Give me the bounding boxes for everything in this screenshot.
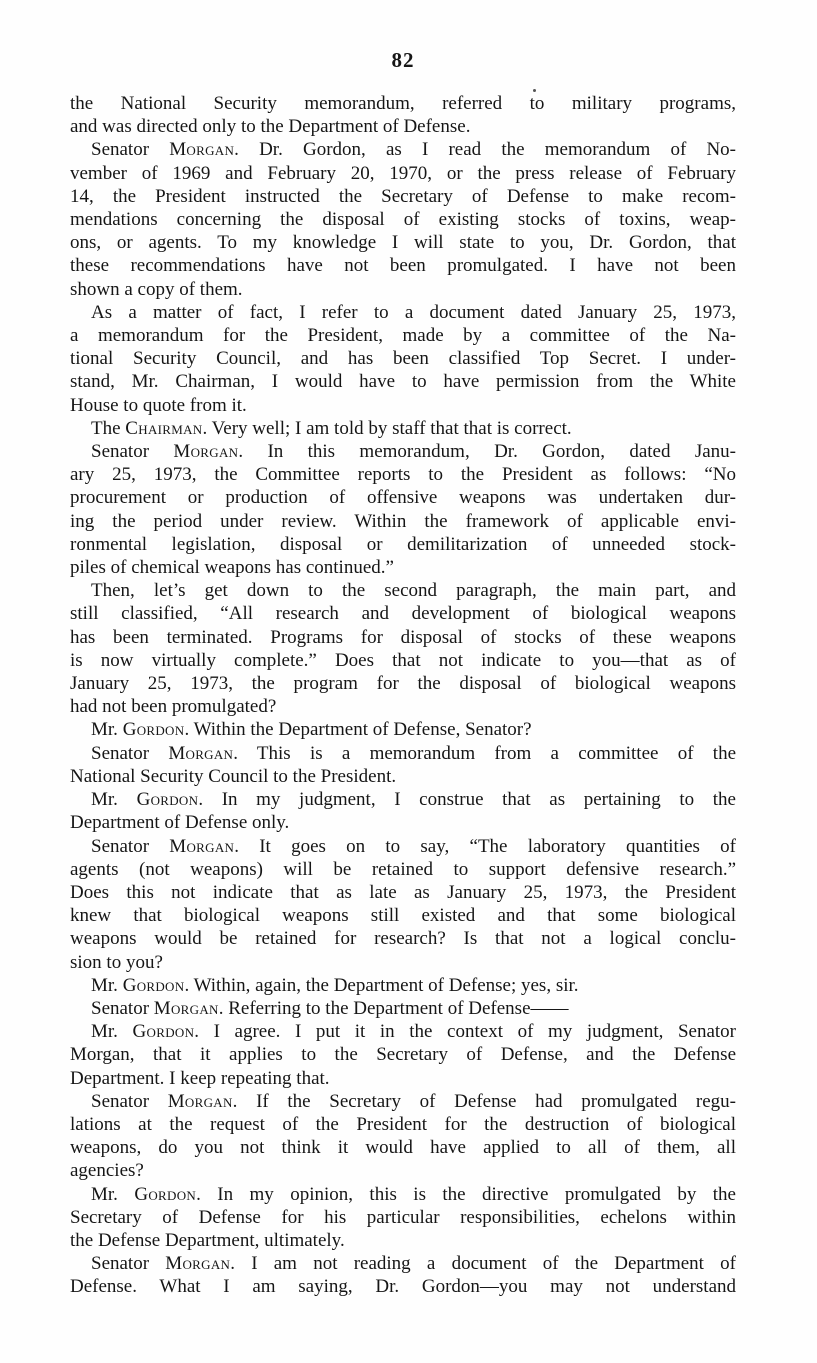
paragraph — [70, 1020, 736, 1090]
text-run: . If the Secretary of Defense had promulgated regu- — [232, 1090, 736, 1112]
text-line — [70, 927, 736, 950]
text-run: a memorandum for the President, made by a committee of the Na- — [70, 325, 736, 347]
text-run: Does this not indicate that as late as January 25, 1973, the President — [70, 881, 736, 903]
text-run: sion to you? — [70, 951, 163, 973]
text-line — [70, 1159, 736, 1182]
text-run: weapons, do you not think it would have applied to all of them, all — [70, 1137, 736, 1159]
paragraph — [70, 718, 736, 741]
paragraph — [70, 417, 736, 440]
text-run: . Dr. Gordon, as I read the memorandum of No- — [234, 139, 736, 161]
text-run: agencies? — [70, 1160, 144, 1182]
text-line — [70, 208, 736, 231]
text-run: piles of chemical weapons has continued.” — [70, 557, 394, 579]
text-line — [70, 417, 736, 440]
text-line — [70, 486, 736, 509]
text-line — [70, 254, 736, 277]
text-line — [70, 92, 736, 115]
text-run: is now virtually complete.” Does that not indicate to you—that as of — [70, 649, 736, 671]
speaker-name: Morgan — [167, 1090, 233, 1112]
paragraph — [70, 440, 736, 579]
text-run: Senator — [91, 835, 170, 857]
paragraph — [70, 1183, 736, 1253]
text-run: Senator — [91, 1090, 168, 1112]
text-line — [70, 347, 736, 370]
text-line — [70, 1067, 736, 1090]
paragraph — [70, 788, 736, 834]
speaker-name: Gordon — [134, 1183, 197, 1205]
text-line — [70, 440, 736, 463]
text-run: shown a copy of them. — [70, 278, 243, 300]
text-run: . In this memorandum, Dr. Gordon, dated Janu- — [238, 441, 736, 463]
text-line — [70, 858, 736, 881]
text-line — [70, 1229, 736, 1252]
text-line — [70, 1275, 736, 1298]
text-line — [70, 672, 736, 695]
text-run: Department of Defense only. — [70, 812, 290, 834]
text-run: Mr. — [91, 1183, 135, 1205]
text-run: Mr. — [91, 1021, 133, 1043]
text-run: National Security Council to the President. — [70, 765, 397, 787]
text-run: . Within, again, the Department of Defense; yes, sir. — [184, 974, 579, 996]
text-run: Senator — [91, 441, 174, 463]
text-line — [70, 162, 736, 185]
text-run: tional Security Council, and has been classified Top Secret. I under- — [70, 348, 736, 370]
text-run: the Defense Department, ultimately. — [70, 1229, 345, 1251]
speaker-name: Morgan — [169, 139, 235, 161]
text-run: . It goes on to say, “The laboratory quantities of — [234, 835, 736, 857]
text-run: ary 25, 1973, the Committee reports to the President as follows: “No — [70, 464, 736, 486]
text-line — [70, 1090, 736, 1113]
paragraph — [70, 579, 736, 718]
text-run: As a matter of fact, I refer to a document dated January 25, 1973, — [91, 301, 736, 323]
paragraph — [70, 835, 736, 974]
text-run: Senator — [91, 1253, 166, 1275]
text-run: Mr. — [91, 789, 137, 811]
text-line — [70, 324, 736, 347]
text-line — [70, 649, 736, 672]
text-line — [70, 1136, 736, 1159]
text-run: and was directed only to the Department of Defense. — [70, 116, 471, 138]
text-run: the National Security memorandum, referred to military programs, — [70, 93, 736, 114]
text-line — [70, 718, 736, 741]
text-run: Senator — [91, 139, 170, 161]
text-line — [70, 951, 736, 974]
text-run: has been terminated. Programs for disposal of stocks of these weapons — [70, 626, 736, 648]
text-run: Morgan, that it applies to the Secretary of Defense, and the Defense — [70, 1044, 736, 1066]
text-run: weapons would be retained for research? Is that not a logical conclu- — [70, 928, 736, 950]
speaker-name: Morgan — [169, 835, 235, 857]
text-line — [70, 394, 736, 417]
paragraph — [70, 138, 736, 300]
speaker-name: Gordon — [122, 719, 185, 741]
text-run: agents (not weapons) will be retained to support defensive research.” — [70, 858, 736, 880]
text-run: . Very well; I am told by staff that that is correct. — [202, 417, 572, 439]
text-run: . In my opinion, this is the directive promulgated by the — [196, 1183, 736, 1205]
text-run: ons, or agents. To my knowledge I will state to you, Dr. Gordon, that — [70, 232, 736, 254]
text-line — [70, 301, 736, 324]
speaker-name: Gordon — [122, 974, 185, 996]
text-line — [70, 626, 736, 649]
speaker-name: Morgan — [168, 742, 234, 764]
speaker-name: Gordon — [136, 789, 199, 811]
text-line — [70, 1043, 736, 1066]
paragraph — [70, 997, 736, 1020]
text-run: . I agree. I put it in the context of my judgment, Senator — [194, 1021, 736, 1043]
text-run: Senator — [91, 997, 154, 1019]
text-run: knew that biological weapons still existed and that some biological — [70, 905, 736, 927]
text-line — [70, 904, 736, 927]
text-run: these recommendations have not been promulgated. I have not been — [70, 255, 736, 277]
text-run: The — [91, 417, 126, 439]
text-line — [70, 185, 736, 208]
text-run: ronmental legislation, disposal or demilitarization of unneeded stock- — [70, 533, 736, 555]
text-line — [70, 1113, 736, 1136]
text-line — [70, 1252, 736, 1275]
text-run: Then, let’s get down to the second paragraph, the main part, and — [91, 580, 736, 602]
text-line — [70, 835, 736, 858]
text-run: procurement or production of offensive weapons was undertaken dur- — [70, 487, 736, 509]
paragraph — [70, 1252, 736, 1298]
text-run: Defense. What I am saying, Dr. Gordon—you may not understand — [70, 1276, 736, 1298]
paragraph — [70, 92, 736, 138]
text-run: vember of 1969 and February 20, 1970, or the press release of February — [70, 162, 736, 184]
text-run: . In my judgment, I construe that as pertaining to the — [198, 789, 736, 811]
text-line — [70, 1183, 736, 1206]
text-run: House to quote from it. — [70, 394, 247, 416]
text-line — [70, 138, 736, 161]
speaker-name: Morgan — [173, 441, 239, 463]
speaker-name: Gordon — [132, 1021, 195, 1043]
text-run: had not been promulgated? — [70, 696, 277, 718]
text-line — [70, 533, 736, 556]
paragraph — [70, 1090, 736, 1183]
text-line — [70, 556, 736, 579]
speaker-name: Chairman — [125, 417, 203, 439]
text-run: . Within the Department of Defense, Senator? — [184, 719, 532, 741]
text-line — [70, 602, 736, 625]
text-line — [70, 1206, 736, 1229]
text-run: lations at the request of the President for the destruction of biological — [70, 1113, 736, 1135]
text-line — [70, 278, 736, 301]
paragraph — [70, 301, 736, 417]
text-line — [70, 742, 736, 765]
text-run: still classified, “All research and development of biological weapons — [70, 603, 736, 625]
text-line — [70, 370, 736, 393]
text-run: 14, the President instructed the Secretary of Defense to make recom- — [70, 185, 736, 207]
text-run: . Referring to the Department of Defense—— — [218, 997, 569, 1019]
text-line — [70, 695, 736, 718]
text-line — [70, 231, 736, 254]
text-line — [70, 974, 736, 997]
text-line — [70, 881, 736, 904]
text-run: mendations concerning the disposal of existing stocks of toxins, weap- — [70, 209, 736, 231]
transcript-text — [70, 92, 736, 1299]
text-line — [70, 115, 736, 138]
text-run: . I am not reading a document of the Department of — [230, 1253, 736, 1275]
speaker-name: Morgan — [153, 997, 219, 1019]
text-line — [70, 510, 736, 533]
text-run: Secretary of Defense for his particular responsibilities, echelons within — [70, 1206, 736, 1228]
text-line — [70, 811, 736, 834]
speaker-name: Morgan — [165, 1253, 231, 1275]
text-run: . This is a memorandum from a committee of the — [233, 742, 737, 764]
text-run: January 25, 1973, the program for the disposal of biological weapons — [70, 673, 736, 695]
text-line — [70, 765, 736, 788]
paragraph — [70, 974, 736, 997]
text-run: ing the period under review. Within the framework of applicable envi- — [70, 510, 736, 532]
text-line — [70, 1020, 736, 1043]
text-run: Mr. — [91, 974, 123, 996]
text-line — [70, 997, 736, 1020]
text-line — [70, 788, 736, 811]
text-run: Mr. — [91, 719, 123, 741]
text-line — [70, 463, 736, 486]
text-line — [70, 579, 736, 602]
page-number: 82 — [391, 48, 415, 72]
text-run: stand, Mr. Chairman, I would have to have permission from the White — [70, 371, 736, 393]
paragraph — [70, 742, 736, 788]
text-run: Senator — [91, 742, 169, 764]
text-run: Department. I keep repeating that. — [70, 1067, 330, 1089]
